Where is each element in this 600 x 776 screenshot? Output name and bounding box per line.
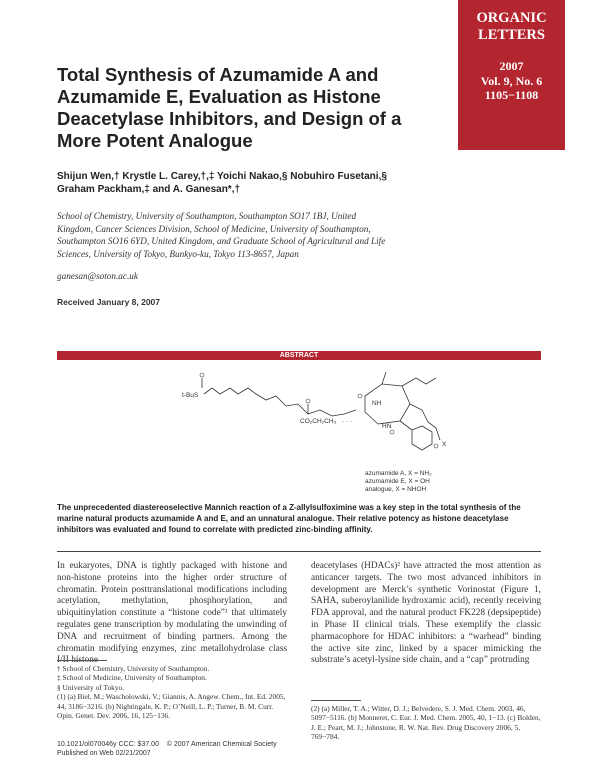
journal-name-line2: LETTERS <box>478 27 545 43</box>
received-date: Received January 8, 2007 <box>57 297 161 307</box>
author-email[interactable]: ganesan@soton.ac.uk <box>57 271 138 281</box>
footnote-ref-1: (1) (a) Biel, M.; Wascholowski, V.; Giannis, A. Angew. Chem., Int. Ed. 2005, 44, 3186−3216. (b) Nightingale, K. P.; O’Neill, L. P.; Turner, B. M. Curr. Opin. Genet. Dev. 2006, 16, 125−136. <box>57 692 286 721</box>
footer-doi[interactable]: 10.1021/ol070046y CCC: $37.00 <box>57 741 159 748</box>
scheme-label-x: X <box>442 441 447 448</box>
authors-line-2: Graham Packham,‡ and A. Ganesan*,† <box>57 184 241 195</box>
article-title: Total Synthesis of Azumamide A and Azumamide E, Evaluation as Histone Deacetylase Inhibitors, and Design of a More Potent Analogue <box>57 64 402 151</box>
journal-name-line1: ORGANIC <box>476 10 547 26</box>
compound-azumamide-a: azumamide A, X = NH₂ <box>365 470 432 477</box>
scheme-label-hn: HN <box>382 423 392 430</box>
footnotes-right <box>311 704 541 742</box>
reaction-scheme <box>160 366 460 496</box>
footnote-ref-2: (2) (a) Miller, T. A.; Witter, D. J.; Belvedere, S. J. Med. Chem. 2003, 46, 5097−5116. (b) Monneret, C. Eur. J. Med. Chem. 2005, 40, 1−13. (c) Bolden, J. E.; Peart, M. J.; Johnstone, R. W. Nat. Rev. Drug Discovery 2006, 5, 769−784. <box>311 704 541 742</box>
svg-text:· · ·: · · · <box>342 418 353 425</box>
abstract-text: The unprecedented diastereoselective Mannich reaction of a Z-allylsulfoximine was a key step in the total synthesis of the marine natural products azumamide A and E, and an unnatural analogue. Their relative potency as histone deacetylase inhibitors was evaluated and found to correlate with predicted zinc-binding affinity. <box>57 503 521 534</box>
body-left-column: In eukaryotes, DNA is tightly packaged with histone and non-histone proteins into the higher order structure of chromatin. Protein posttranslational modifications including acetylation, methylation, phosphorylation, and ubiquitinylation constitute a “histone code”¹ that ultimately regulates gene transcription by modulating the unwinding of DNA and recruitment of binding partners. Among the chromatin modifying enzymes, zinc metallohydrolase class <box>57 561 287 654</box>
footnote-affil-3: § University of Tokyo. <box>57 682 125 692</box>
affiliations: School of Chemistry, University of Southampton, Southampton SO17 1BJ, United Kingdom, Cancer Sciences Division, School of Medicine, University of Southampton, Southampton SO16 6YD, United Kingdom, and Graduate School of Agricultural and Life Sciences, University of Tokyo, Bunkyo-ku, Tokyo 113-8657, Japan <box>57 211 386 259</box>
footnote-affil-2: ‡ School of Medicine, University of Southampton. <box>57 673 207 683</box>
compound-azumamide-e: azumamide E, X = OH <box>365 478 430 485</box>
authors-line-1: Shijun Wen,† Krystle L. Carey,†,‡ Yoichi Nakao,§ Nobuhiro Fusetani,§ <box>57 171 387 182</box>
author-list <box>57 170 447 196</box>
abstract-divider <box>57 551 541 552</box>
journal-year: 2007 <box>499 59 524 73</box>
scheme-label-ester: CO₂CH₂CH₃ <box>300 418 337 425</box>
footnote-affil-1: † School of Chemistry, University of Southampton. <box>57 664 210 673</box>
journal-badge <box>458 0 565 150</box>
compound-analogue: analogue, X = NHOH <box>365 486 427 493</box>
footer-copyright: © 2007 American Chemical Society <box>166 741 277 748</box>
footer-published: Published on Web 02/21/2007 <box>57 749 151 757</box>
body-right-column: deacetylases (HDACs)² have attracted the most attention as anticancer targets. The two most advanced inhibitors in development are Merck’s synthetic Vorinostat (Figure 1, SAHA, suberoylanilide hydroxamic acid), recently receiving FDA approval, and the natural product FK228 (depsipeptide) in Phase II clinical trials. These exemplify the classic pharmacophore for HDAC inhibitors: a “warhead” binding the active site zinc, linked by a spacer mimicking the substrate’s acetyl-lysine side chain, and a “cap” protruding <box>311 561 541 666</box>
journal-volume-issue: Vol. 9, No. 6 <box>480 73 543 88</box>
scheme-label-reagent: t-BuS <box>182 392 199 399</box>
scheme-label-nh: NH <box>372 400 382 407</box>
footnote-rule-right <box>311 700 361 701</box>
footnote-rule-left <box>57 660 107 661</box>
page-footer <box>57 741 277 758</box>
journal-pages: 1105−1108 <box>484 88 539 102</box>
footnotes-left <box>57 664 290 720</box>
abstract-heading: ABSTRACT <box>57 351 541 360</box>
